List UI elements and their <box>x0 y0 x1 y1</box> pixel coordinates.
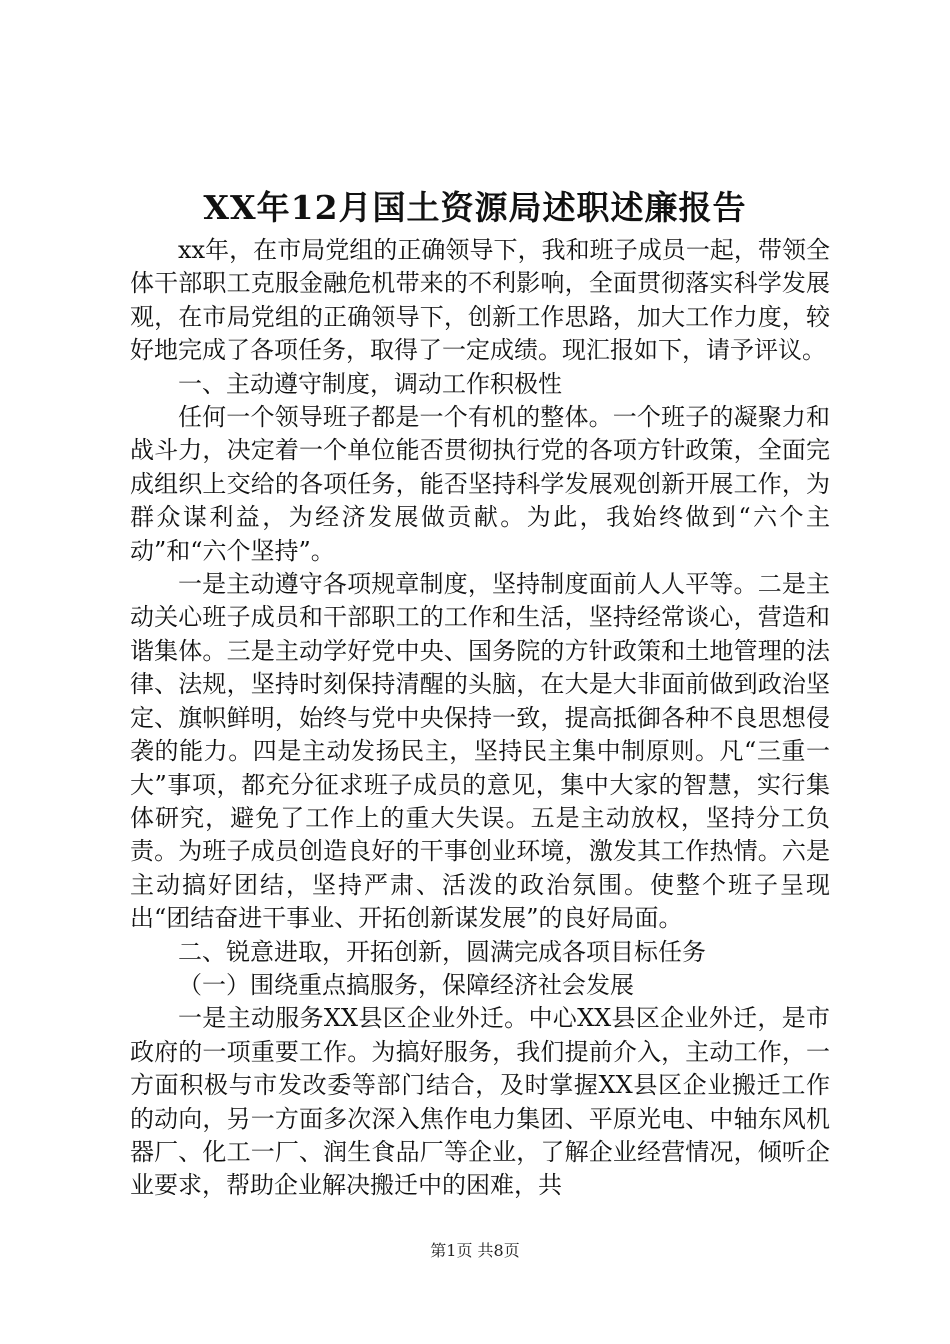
section-heading-2: 二、锐意进取，开拓创新，圆满完成各项目标任务 <box>178 937 706 966</box>
paragraph-leadership: 任何一个领导班子都是一个有机的整体。一个班子的凝聚力和战斗力，决定着一个单位能否贯彻执行党的各项方针政策，全面完成组织上交给的各项任务，能否坚持科学发展观创新开展工作，为群众谋利益，为经济发展做贡献。为此，我始终做到“六个主动”和“六个坚持”。 <box>130 403 830 565</box>
paragraph-enterprise-relocation: 一是主动服务XX县区企业外迁。中心XX县区企业外迁，是市政府的一项重要工作。为搞好服务，我们提前介入，主动工作，一方面积极与市发改委等部门结合，及时掌握XX县区企业搬迁工作的动向，另一方面多次深入焦作电力集团、平原光电、中轴东风机器厂、化工一厂、润生食品厂等企业，了解企业经营情况，倾听企业要求，帮助企业解决搬迁中的困难，共 <box>130 1004 830 1200</box>
paragraph-six-actives: 一是主动遵守各项规章制度，坚持制度面前人人平等。二是主动关心班子成员和干部职工的工作和生活，坚持经常谈心，营造和谐集体。三是主动学好党中央、国务院的方针政策和土地管理的法律、法规，坚持时刻保持清醒的头脑，在大是大非面前做到政治坚定、旗帜鲜明，始终与党中央保持一致，提高抵御各种不良思想侵袭的能力。四是主动发扬民主，坚持民主集中制原则。凡“三重一大”事项，都充分征求班子成员的意见，集中大家的智慧，实行集体研究，避免了工作上的重大失误。五是主动放权，坚持分工负责。为班子成员创造良好的干事创业环境，激发其工作热情。六是主动搞好团结，坚持严肃、活泼的政治氛围。使整个班子呈现出“团结奋进干事业、开拓创新谋发展”的良好局面。 <box>130 570 830 933</box>
page-number-footer: 第1页 共8页 <box>430 1241 520 1260</box>
paragraph-intro: xx年，在市局党组的正确领导下，我和班子成员一起，带领全体干部职工克服金融危机带来的不利影响，全面贯彻落实科学发展观，在市局党组的正确领导下，创新工作思路，加大工作力度，较好地完成了各项任务，取得了一定成绩。现汇报如下，请予评议。 <box>130 236 830 365</box>
section-heading-1: 一、主动遵守制度，调动工作积极性 <box>178 369 562 398</box>
subsection-heading-1: （一）围绕重点搞服务，保障经济社会发展 <box>178 970 634 999</box>
document-body <box>130 234 830 1203</box>
document-title: XX年12月国土资源局述职述廉报告 <box>203 188 747 227</box>
